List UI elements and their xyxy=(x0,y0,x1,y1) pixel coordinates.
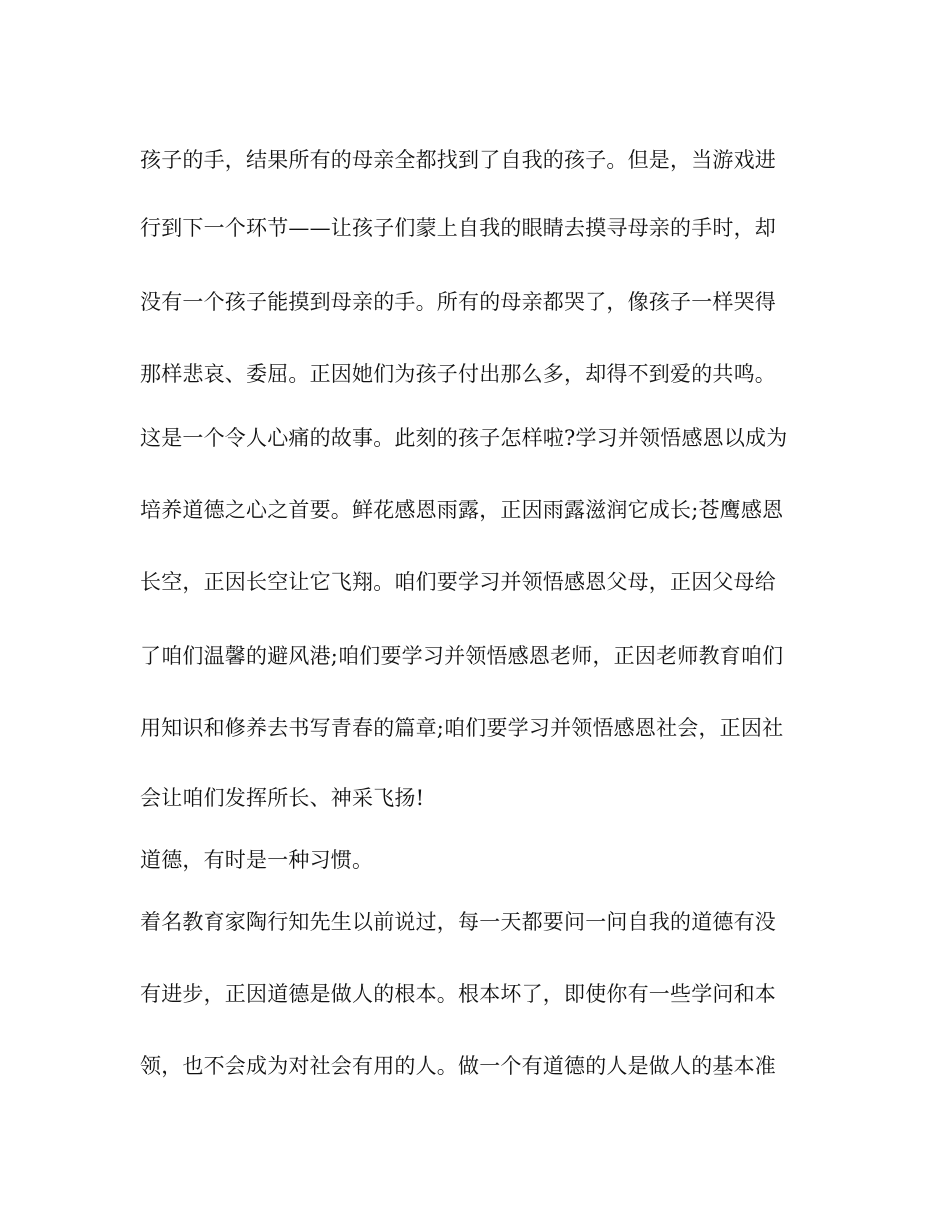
text-line: 长空，正因长空让它飞翔。咱们要学习并领悟感恩父母，正因父母给 xyxy=(140,570,776,594)
text-line: 孩子的手，结果所有的母亲全都找到了自我的孩子。但是，当游戏进 xyxy=(140,148,776,172)
text-line: 这是一个令人心痛的故事。此刻的孩子怎样啦?学习并领悟感恩以成为 xyxy=(140,426,788,450)
text-line: 那样悲哀、委屈。正因她们为孩子付出那么多，却得不到爱的共鸣。 xyxy=(140,362,776,386)
text-line: 会让咱们发挥所长、神采飞扬! xyxy=(140,786,425,810)
text-line: 领，也不会成为对社会有用的人。做一个有道德的人是做人的基本准 xyxy=(140,1054,776,1078)
text-line: 行到下一个环节——让孩子们蒙上自我的眼睛去摸寻母亲的手时，却 xyxy=(140,216,776,240)
text-line: 有进步，正因道德是做人的根本。根本坏了，即使你有一些学问和本 xyxy=(140,982,776,1006)
text-line: 了咱们温馨的避风港;咱们要学习并领悟感恩老师，正因老师教育咱们 xyxy=(140,644,784,668)
text-line: 着名教育家陶行知先生以前说过，每一天都要问一问自我的道德有没 xyxy=(140,910,776,934)
text-line: 没有一个孩子能摸到母亲的手。所有的母亲都哭了，像孩子一样哭得 xyxy=(140,290,776,314)
text-line: 道德，有时是一种习惯。 xyxy=(140,848,374,872)
text-line: 用知识和修养去书写青春的篇章;咱们要学习并领悟感恩社会，正因社 xyxy=(140,716,784,740)
text-line: 培养道德之心之首要。鲜花感恩雨露，正因雨露滋润它成长;苍鹰感恩 xyxy=(140,498,784,522)
